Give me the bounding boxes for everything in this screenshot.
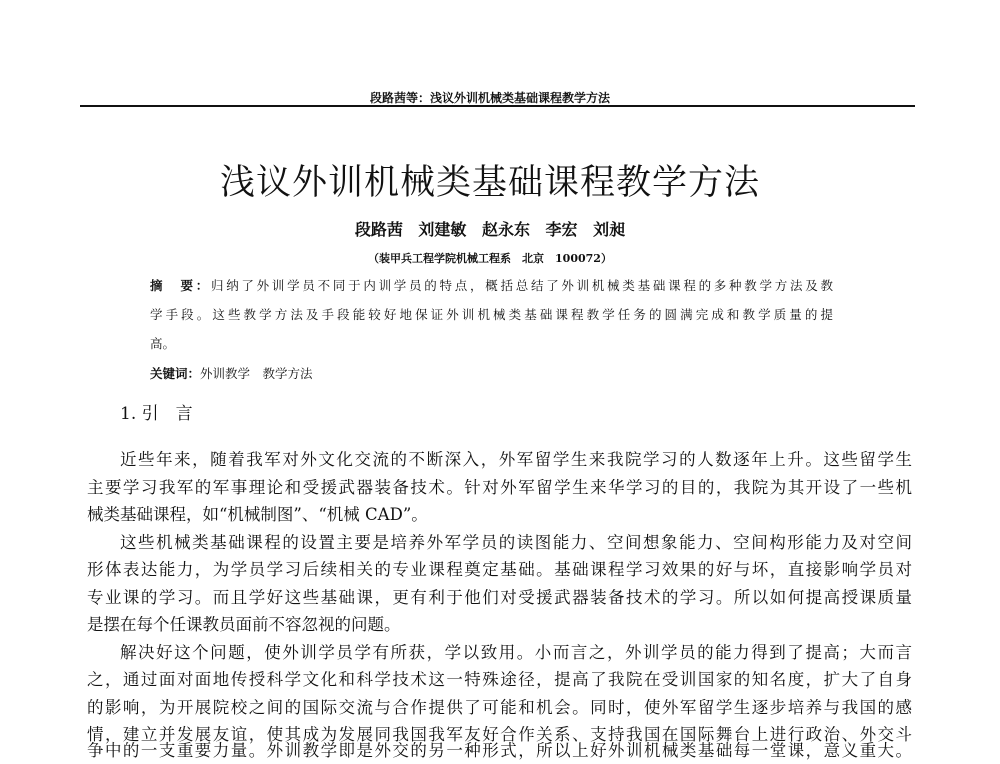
body-line: 之，通过面对面地传授科学文化和科学技术这一特殊途径，提高了我院在受训国家的知名度，扩大了自身 <box>87 670 912 689</box>
authors: 段路茜 刘建敏 赵永东 李宏 刘昶 <box>354 220 626 239</box>
body-line: 是摆在每个任课教员面前不容忽视的问题。 <box>87 615 401 634</box>
keywords-label: 关键词： <box>150 366 201 381</box>
body-line: 的影响，为开展院校之间的国际交流与合作提供了可能和机会。同时，使外军留学生逐步培养与我国的感 <box>87 697 912 717</box>
body-line: 解决好这个问题，使外训学员学有所获，学以致用。小而言之，外训学员的能力得到了提高；大而言 <box>120 642 912 662</box>
body-line: 专业课的学习。而且学好这些基础课，更有利于他们对受援武器装备技术的学习。所以如何提高授课质量 <box>87 587 912 607</box>
body-line: 主要学习我军的军事理论和受援武器装备技术。针对外军留学生来华学习的目的，我院为其开设了一些机 <box>87 477 912 497</box>
abstract-text: 归纳了外训学员不同于内训学员的特点，概括总结了外训机械类基础课程的多种教学方法及教 <box>210 278 833 293</box>
abstract-line <box>150 276 833 294</box>
body-line: 械类基础课程，如“机械制图”、“机械 CAD”。 <box>87 505 428 524</box>
keywords-text: 外训教学 教学方法 <box>200 366 313 381</box>
abstract-line: 学手段。这些教学方法及手段能较好地保证外训机械类基础课程教学任务的圆满完成和教学质量的提 <box>150 307 833 322</box>
abstract-line: 高。 <box>150 336 176 351</box>
affiliation: （装甲兵工程学院机械工程系 北京 100072） <box>368 252 612 265</box>
keywords <box>150 364 833 382</box>
abstract-label: 摘 要： <box>150 278 211 293</box>
running-header: 段路茜等：浅议外训机械类基础课程教学方法 <box>369 91 610 105</box>
body-line: 形体表达能力，为学员学习后续相关的专业课程奠定基础。基础课程学习效果的好与坏，直接影响学员对 <box>87 560 912 579</box>
body-line: 近些年来，随着我军对外文化交流的不断深入，外军留学生来我院学习的人数逐年上升。这些留学生 <box>120 450 912 469</box>
body-line: 争中的一支重要力量。外训教学即是外交的另一种形式，所以上好外训机械类基础每一堂课，意义重大。 <box>87 741 912 760</box>
header-rule <box>80 105 915 107</box>
body-line: 情，建立并发展友谊，使其成为发展同我国我军友好合作关系、支持我国在国际舞台上进行政治、外交斗 <box>87 725 912 744</box>
body-line: 这些机械类基础课程的设置主要是培养外军学员的读图能力、空间想象能力、空间构形能力及对空间 <box>120 532 912 552</box>
paper-title: 浅议外训机械类基础课程教学方法 <box>219 163 760 203</box>
section-heading: 1. 引 言 <box>120 404 193 424</box>
